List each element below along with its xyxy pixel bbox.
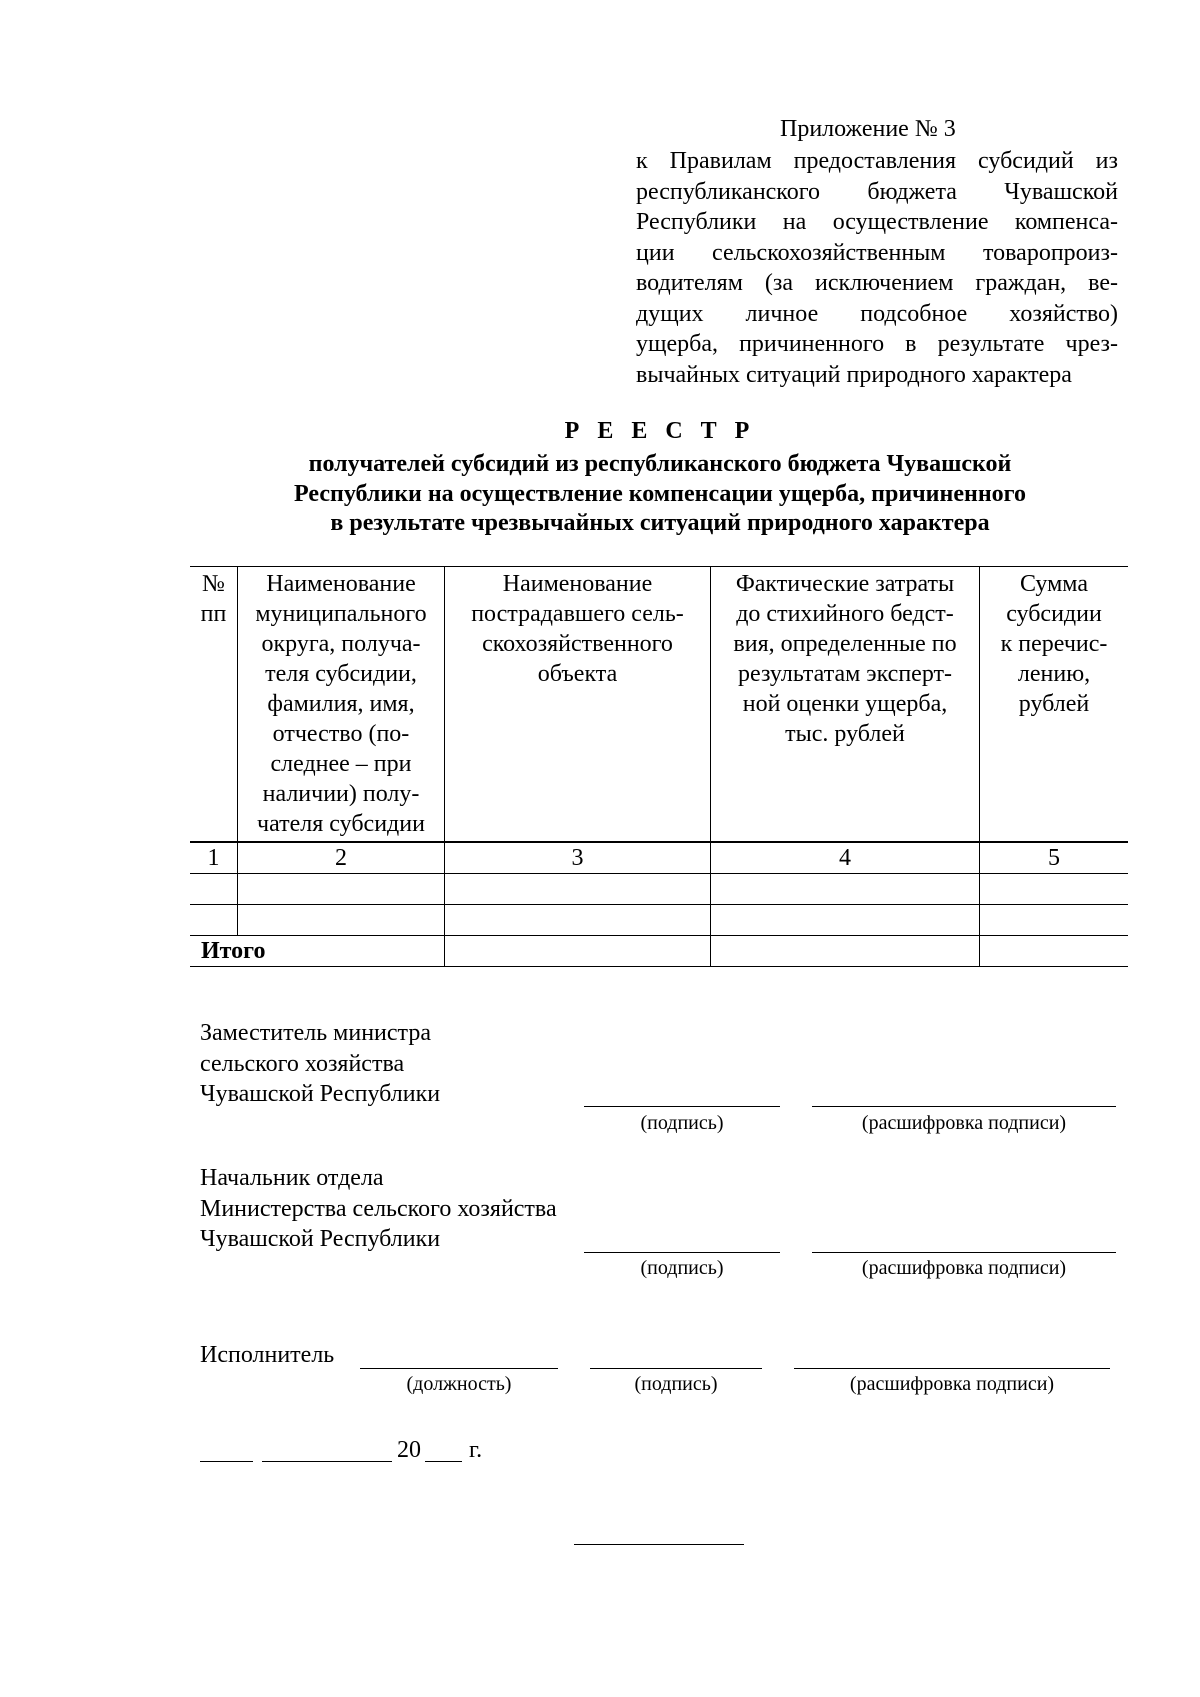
header-line: пп <box>200 601 227 627</box>
document-end-separator <box>574 1544 744 1545</box>
department-head-title <box>200 1163 557 1255</box>
header-line: скохозяйственного <box>482 631 673 657</box>
header-line: Сумма <box>1020 571 1088 597</box>
table-cell <box>190 905 238 936</box>
annex-line: ции сельскохозяйственным товаропроиз- <box>636 239 1118 266</box>
header-line: лению, <box>1017 661 1091 687</box>
date-day-line <box>200 1461 253 1462</box>
head-signature-caption: (подпись) <box>640 1257 724 1279</box>
column-number: 1 <box>190 842 238 874</box>
deputy-name-line <box>812 1106 1116 1107</box>
header-line: объекта <box>537 661 618 687</box>
date-year-line <box>425 1461 462 1462</box>
head-signature-line <box>584 1252 780 1253</box>
table-header-row <box>190 567 1128 843</box>
table-cell <box>711 905 980 936</box>
signature-title-line: Министерства сельского хозяйства <box>200 1195 557 1222</box>
registry-subtitle-line: Республики на осуществление компенсации ущерба, причиненного <box>294 480 1026 507</box>
annex-line: Республики на осуществление компенса- <box>636 209 1118 235</box>
header-line: Наименование <box>266 571 416 597</box>
annex-line: ущерба, причиненного в результате чрез- <box>636 331 1118 357</box>
header-line: к перечис- <box>1000 631 1108 657</box>
signature-title-line: Чувашской Республики <box>200 1226 441 1252</box>
executor-name-caption: (расшифровка подписи) <box>849 1373 1055 1395</box>
deputy-minister-title <box>200 1018 440 1110</box>
deputy-name-caption: (расшифровка подписи) <box>861 1112 1067 1134</box>
table-cell <box>711 936 980 967</box>
total-row <box>190 936 1128 967</box>
header-line: чателя субсидии <box>257 811 425 837</box>
registry-subtitle <box>0 450 1200 539</box>
annex-line: дущих личное подсобное хозяйство) <box>636 300 1118 327</box>
header-cell-object <box>445 567 711 843</box>
table-cell <box>238 905 445 936</box>
table-row <box>190 874 1128 905</box>
table-cell <box>445 874 711 905</box>
header-line: следнее – при <box>270 751 412 777</box>
column-number: 5 <box>980 842 1129 874</box>
executor-signature-line <box>590 1368 762 1369</box>
executor-name-line <box>794 1368 1110 1369</box>
table-cell <box>711 874 980 905</box>
table-cell <box>190 874 238 905</box>
header-line: Фактические затраты <box>735 571 955 597</box>
header-line: ной оценки ущерба, <box>742 691 948 717</box>
header-line: теля субсидии, <box>265 661 417 687</box>
date-month-line <box>262 1461 392 1462</box>
registry-subtitle-line: в результате чрезвычайных ситуаций природного характера <box>330 510 990 536</box>
executor-label: Исполнитель <box>200 1342 335 1368</box>
header-line: фамилия, имя, <box>267 691 415 717</box>
header-line: до стихийного бедст- <box>736 601 954 627</box>
header-line: результатам эксперт- <box>738 661 952 687</box>
header-line: муниципального <box>255 601 427 627</box>
header-cell-amount <box>980 567 1129 843</box>
annex-line: вычайных ситуаций природного характера <box>636 361 1072 388</box>
annex-line: водителям (за исключением граждан, ве- <box>636 270 1118 296</box>
head-name-line <box>812 1252 1116 1253</box>
signature-title-line: Заместитель министра <box>200 1020 431 1046</box>
date-suffix: г. <box>469 1437 483 1463</box>
deputy-signature-line <box>584 1106 780 1107</box>
column-number: 4 <box>711 842 980 874</box>
table-cell <box>980 874 1129 905</box>
table-cell <box>445 936 711 967</box>
registry-table <box>190 566 1128 967</box>
executor-position-caption: (должность) <box>406 1373 512 1395</box>
header-line: субсидии <box>1006 601 1102 627</box>
table-row <box>190 905 1128 936</box>
annex-line: республиканского бюджета Чувашской <box>636 178 1118 205</box>
table-cell <box>980 905 1129 936</box>
annex-title: Приложение № 3 <box>780 116 956 142</box>
registry-title: Р Е Е С Т Р <box>564 418 756 444</box>
signature-title-line: Чувашской Республики <box>200 1081 441 1107</box>
header-line: вия, определенные по <box>733 631 957 657</box>
head-name-caption: (расшифровка подписи) <box>861 1257 1067 1279</box>
total-label: Итого <box>190 936 445 967</box>
header-line: отчество (по- <box>272 721 410 747</box>
signature-title-line: сельского хозяйства <box>200 1050 405 1077</box>
column-number-row <box>190 842 1128 874</box>
annex-description <box>636 146 1118 390</box>
header-cell-number <box>190 567 238 843</box>
header-line: наличии) полу- <box>262 781 420 807</box>
executor-position-line <box>360 1368 558 1369</box>
executor-signature-caption: (подпись) <box>634 1373 718 1395</box>
header-line: округа, получа- <box>261 631 421 657</box>
header-cell-costs <box>711 567 980 843</box>
signature-title-line: Начальник отдела <box>200 1165 384 1191</box>
deputy-signature-caption: (подпись) <box>640 1112 724 1134</box>
header-line: пострадавшего сель- <box>471 601 684 627</box>
header-line: Наименование <box>502 571 653 597</box>
annex-line: к Правилам предоставления субсидий из <box>636 148 1118 174</box>
date-year-prefix: 20 <box>397 1437 421 1463</box>
registry-subtitle-line: получателей субсидий из республиканского бюджета Чувашской <box>308 451 1012 477</box>
table-cell <box>238 874 445 905</box>
table-cell <box>445 905 711 936</box>
column-number: 3 <box>445 842 711 874</box>
column-number: 2 <box>238 842 445 874</box>
header-line: рублей <box>1018 691 1090 717</box>
header-cell-recipient <box>238 567 445 843</box>
header-line: № <box>202 571 225 597</box>
table-cell <box>980 936 1129 967</box>
header-line: тыс. рублей <box>785 721 905 747</box>
